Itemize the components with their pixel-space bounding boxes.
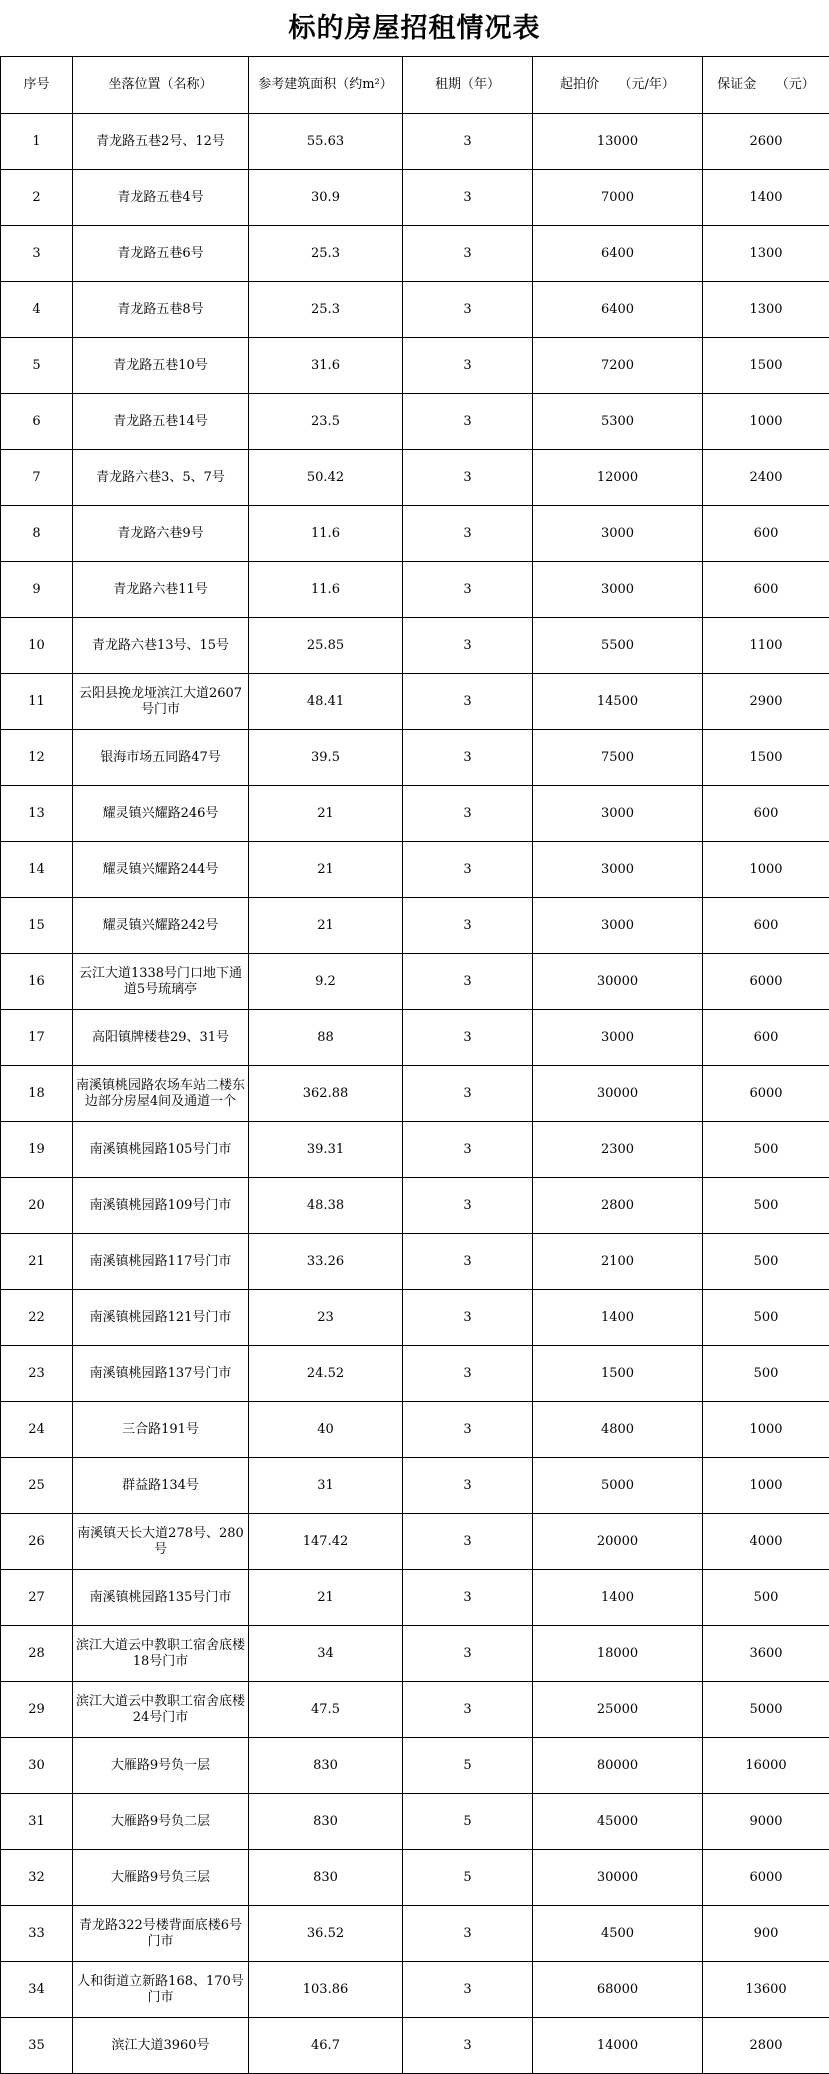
cell-deposit: 2400 — [703, 450, 829, 506]
cell-index: 11 — [1, 674, 73, 730]
cell-index: 28 — [1, 1626, 73, 1682]
cell-location: 云阳县挽龙垭滨江大道2607号门市 — [73, 674, 249, 730]
table-row — [1, 1794, 829, 1850]
cell-area: 40 — [249, 1402, 403, 1458]
cell-area: 21 — [249, 842, 403, 898]
table-row — [1, 1570, 829, 1626]
cell-location: 南溪镇天长大道278号、280号 — [73, 1514, 249, 1570]
table-row — [1, 1682, 829, 1738]
cell-area: 25.3 — [249, 282, 403, 338]
cell-term: 3 — [403, 1402, 533, 1458]
cell-deposit: 1500 — [703, 730, 829, 786]
rental-table — [0, 56, 829, 2074]
cell-area: 48.38 — [249, 1178, 403, 1234]
table-row — [1, 1402, 829, 1458]
cell-deposit: 16000 — [703, 1738, 829, 1794]
cell-index: 27 — [1, 1570, 73, 1626]
cell-starting-price: 30000 — [533, 1066, 703, 1122]
cell-area: 88 — [249, 1010, 403, 1066]
cell-area: 21 — [249, 1570, 403, 1626]
cell-starting-price: 20000 — [533, 1514, 703, 1570]
table-row — [1, 730, 829, 786]
cell-area: 830 — [249, 1794, 403, 1850]
cell-deposit: 600 — [703, 506, 829, 562]
table-header-row — [1, 57, 829, 114]
cell-location: 大雁路9号负二层 — [73, 1794, 249, 1850]
cell-location: 大雁路9号负三层 — [73, 1850, 249, 1906]
cell-index: 34 — [1, 1962, 73, 2018]
cell-index: 23 — [1, 1346, 73, 1402]
cell-term: 3 — [403, 394, 533, 450]
cell-deposit: 1100 — [703, 618, 829, 674]
table-row — [1, 394, 829, 450]
cell-area: 11.6 — [249, 562, 403, 618]
cell-deposit: 600 — [703, 1010, 829, 1066]
table-row — [1, 1346, 829, 1402]
header-area: 参考建筑面积（约m²） — [249, 57, 403, 114]
cell-term: 3 — [403, 1010, 533, 1066]
cell-area: 39.5 — [249, 730, 403, 786]
cell-starting-price: 3000 — [533, 1010, 703, 1066]
cell-area: 25.3 — [249, 226, 403, 282]
cell-deposit: 600 — [703, 786, 829, 842]
cell-area: 50.42 — [249, 450, 403, 506]
table-row — [1, 2018, 829, 2074]
cell-term: 3 — [403, 226, 533, 282]
table-row — [1, 674, 829, 730]
cell-area: 46.7 — [249, 2018, 403, 2074]
cell-location: 青龙路五巷14号 — [73, 394, 249, 450]
cell-location: 三合路191号 — [73, 1402, 249, 1458]
cell-starting-price: 3000 — [533, 562, 703, 618]
cell-term: 5 — [403, 1794, 533, 1850]
cell-starting-price: 5300 — [533, 394, 703, 450]
cell-term: 3 — [403, 954, 533, 1010]
cell-location: 南溪镇桃园路137号门市 — [73, 1346, 249, 1402]
cell-term: 3 — [403, 338, 533, 394]
cell-index: 8 — [1, 506, 73, 562]
cell-area: 55.63 — [249, 114, 403, 170]
cell-index: 29 — [1, 1682, 73, 1738]
table-body — [1, 114, 829, 2074]
header-term: 租期（年） — [403, 57, 533, 114]
cell-term: 3 — [403, 1346, 533, 1402]
cell-term: 3 — [403, 506, 533, 562]
cell-location: 南溪镇桃园路117号门市 — [73, 1234, 249, 1290]
header-starting-price: 起拍价 （元/年） — [533, 57, 703, 114]
cell-index: 16 — [1, 954, 73, 1010]
table-row — [1, 618, 829, 674]
cell-area: 25.85 — [249, 618, 403, 674]
cell-deposit: 500 — [703, 1178, 829, 1234]
table-row — [1, 786, 829, 842]
table-row — [1, 1010, 829, 1066]
table-row — [1, 1178, 829, 1234]
cell-area: 36.52 — [249, 1906, 403, 1962]
cell-location: 青龙路322号楼背面底楼6号门市 — [73, 1906, 249, 1962]
cell-term: 3 — [403, 2018, 533, 2074]
cell-area: 24.52 — [249, 1346, 403, 1402]
cell-location: 青龙路五巷6号 — [73, 226, 249, 282]
cell-location: 耀灵镇兴耀路246号 — [73, 786, 249, 842]
cell-index: 6 — [1, 394, 73, 450]
cell-index: 15 — [1, 898, 73, 954]
cell-index: 2 — [1, 170, 73, 226]
cell-starting-price: 1500 — [533, 1346, 703, 1402]
cell-index: 4 — [1, 282, 73, 338]
cell-starting-price: 4800 — [533, 1402, 703, 1458]
cell-starting-price: 45000 — [533, 1794, 703, 1850]
page-title: 标的房屋招租情况表 — [0, 0, 829, 56]
cell-index: 7 — [1, 450, 73, 506]
cell-location: 耀灵镇兴耀路242号 — [73, 898, 249, 954]
cell-index: 19 — [1, 1122, 73, 1178]
cell-starting-price: 7500 — [533, 730, 703, 786]
cell-term: 3 — [403, 450, 533, 506]
cell-term: 3 — [403, 114, 533, 170]
cell-area: 33.26 — [249, 1234, 403, 1290]
table-row — [1, 1906, 829, 1962]
cell-term: 3 — [403, 674, 533, 730]
cell-starting-price: 80000 — [533, 1738, 703, 1794]
cell-index: 25 — [1, 1458, 73, 1514]
cell-starting-price: 4500 — [533, 1906, 703, 1962]
table-row — [1, 1066, 829, 1122]
cell-deposit: 600 — [703, 898, 829, 954]
cell-location: 滨江大道3960号 — [73, 2018, 249, 2074]
cell-index: 26 — [1, 1514, 73, 1570]
cell-area: 21 — [249, 786, 403, 842]
cell-deposit: 6000 — [703, 954, 829, 1010]
cell-starting-price: 2100 — [533, 1234, 703, 1290]
cell-area: 11.6 — [249, 506, 403, 562]
cell-area: 30.9 — [249, 170, 403, 226]
cell-starting-price: 12000 — [533, 450, 703, 506]
cell-term: 3 — [403, 1962, 533, 2018]
table-row — [1, 506, 829, 562]
table-row — [1, 1962, 829, 2018]
cell-term: 3 — [403, 786, 533, 842]
cell-deposit: 2900 — [703, 674, 829, 730]
cell-starting-price: 2800 — [533, 1178, 703, 1234]
cell-location: 南溪镇桃园路105号门市 — [73, 1122, 249, 1178]
cell-starting-price: 2300 — [533, 1122, 703, 1178]
table-row — [1, 1234, 829, 1290]
cell-starting-price: 18000 — [533, 1626, 703, 1682]
cell-deposit: 500 — [703, 1122, 829, 1178]
cell-deposit: 2800 — [703, 2018, 829, 2074]
cell-index: 31 — [1, 1794, 73, 1850]
cell-area: 34 — [249, 1626, 403, 1682]
cell-index: 18 — [1, 1066, 73, 1122]
table-row — [1, 842, 829, 898]
cell-area: 9.2 — [249, 954, 403, 1010]
cell-location: 南溪镇桃园路109号门市 — [73, 1178, 249, 1234]
cell-deposit: 900 — [703, 1906, 829, 1962]
table-row — [1, 226, 829, 282]
cell-deposit: 9000 — [703, 1794, 829, 1850]
cell-deposit: 6000 — [703, 1066, 829, 1122]
cell-index: 5 — [1, 338, 73, 394]
cell-location: 南溪镇桃园路135号门市 — [73, 1570, 249, 1626]
cell-index: 24 — [1, 1402, 73, 1458]
cell-area: 103.86 — [249, 1962, 403, 2018]
cell-deposit: 3600 — [703, 1626, 829, 1682]
cell-term: 3 — [403, 730, 533, 786]
cell-term: 5 — [403, 1850, 533, 1906]
cell-area: 23.5 — [249, 394, 403, 450]
cell-location: 青龙路六巷13号、15号 — [73, 618, 249, 674]
cell-location: 高阳镇牌楼巷29、31号 — [73, 1010, 249, 1066]
cell-index: 35 — [1, 2018, 73, 2074]
cell-term: 3 — [403, 1626, 533, 1682]
cell-location: 青龙路六巷11号 — [73, 562, 249, 618]
cell-deposit: 600 — [703, 562, 829, 618]
cell-starting-price: 3000 — [533, 898, 703, 954]
cell-index: 32 — [1, 1850, 73, 1906]
cell-area: 147.42 — [249, 1514, 403, 1570]
cell-deposit: 1000 — [703, 842, 829, 898]
table-row — [1, 282, 829, 338]
cell-deposit: 500 — [703, 1290, 829, 1346]
cell-term: 3 — [403, 1234, 533, 1290]
cell-area: 23 — [249, 1290, 403, 1346]
cell-starting-price: 5000 — [533, 1458, 703, 1514]
cell-starting-price: 68000 — [533, 1962, 703, 2018]
table-row — [1, 114, 829, 170]
table-row — [1, 1122, 829, 1178]
table-row — [1, 1738, 829, 1794]
cell-location: 银海市场五同路47号 — [73, 730, 249, 786]
cell-deposit: 1300 — [703, 282, 829, 338]
cell-term: 3 — [403, 1290, 533, 1346]
cell-index: 10 — [1, 618, 73, 674]
cell-starting-price: 14500 — [533, 674, 703, 730]
cell-location: 青龙路六巷3、5、7号 — [73, 450, 249, 506]
cell-deposit: 1500 — [703, 338, 829, 394]
cell-location: 滨江大道云中教职工宿舍底楼24号门市 — [73, 1682, 249, 1738]
cell-deposit: 500 — [703, 1234, 829, 1290]
cell-term: 3 — [403, 1122, 533, 1178]
cell-starting-price: 30000 — [533, 1850, 703, 1906]
cell-deposit: 13600 — [703, 1962, 829, 2018]
cell-location: 青龙路五巷8号 — [73, 282, 249, 338]
cell-index: 3 — [1, 226, 73, 282]
cell-location: 青龙路五巷4号 — [73, 170, 249, 226]
cell-starting-price: 7200 — [533, 338, 703, 394]
cell-area: 47.5 — [249, 1682, 403, 1738]
cell-location: 青龙路五巷10号 — [73, 338, 249, 394]
cell-deposit: 1000 — [703, 394, 829, 450]
cell-term: 3 — [403, 282, 533, 338]
cell-starting-price: 3000 — [533, 506, 703, 562]
cell-term: 3 — [403, 1682, 533, 1738]
cell-location: 大雁路9号负一层 — [73, 1738, 249, 1794]
cell-location: 滨江大道云中教职工宿舍底楼18号门市 — [73, 1626, 249, 1682]
cell-term: 3 — [403, 1178, 533, 1234]
cell-index: 9 — [1, 562, 73, 618]
cell-index: 22 — [1, 1290, 73, 1346]
cell-starting-price: 1400 — [533, 1290, 703, 1346]
cell-index: 20 — [1, 1178, 73, 1234]
cell-starting-price: 3000 — [533, 842, 703, 898]
cell-deposit: 1300 — [703, 226, 829, 282]
table-row — [1, 1290, 829, 1346]
cell-deposit: 500 — [703, 1570, 829, 1626]
table-row — [1, 898, 829, 954]
cell-starting-price: 1400 — [533, 1570, 703, 1626]
cell-area: 31.6 — [249, 338, 403, 394]
cell-area: 39.31 — [249, 1122, 403, 1178]
header-index: 序号 — [1, 57, 73, 114]
cell-location: 云江大道1338号门口地下通道5号琉璃亭 — [73, 954, 249, 1010]
cell-term: 5 — [403, 1738, 533, 1794]
table-row — [1, 338, 829, 394]
cell-area: 362.88 — [249, 1066, 403, 1122]
cell-term: 3 — [403, 898, 533, 954]
table-row — [1, 450, 829, 506]
cell-index: 12 — [1, 730, 73, 786]
table-row — [1, 1514, 829, 1570]
cell-area: 48.41 — [249, 674, 403, 730]
cell-starting-price: 30000 — [533, 954, 703, 1010]
header-deposit: 保证金 （元） — [703, 57, 829, 114]
cell-deposit: 6000 — [703, 1850, 829, 1906]
cell-location: 青龙路五巷2号、12号 — [73, 114, 249, 170]
table-row — [1, 562, 829, 618]
cell-index: 14 — [1, 842, 73, 898]
cell-area: 830 — [249, 1738, 403, 1794]
cell-area: 21 — [249, 898, 403, 954]
table-row — [1, 954, 829, 1010]
cell-starting-price: 25000 — [533, 1682, 703, 1738]
cell-deposit: 1400 — [703, 170, 829, 226]
cell-starting-price: 14000 — [533, 2018, 703, 2074]
cell-starting-price: 6400 — [533, 226, 703, 282]
cell-location: 南溪镇桃园路121号门市 — [73, 1290, 249, 1346]
cell-deposit: 500 — [703, 1346, 829, 1402]
cell-starting-price: 13000 — [533, 114, 703, 170]
cell-location: 南溪镇桃园路农场车站二楼东边部分房屋4间及通道一个 — [73, 1066, 249, 1122]
cell-area: 31 — [249, 1458, 403, 1514]
cell-deposit: 1000 — [703, 1402, 829, 1458]
cell-term: 3 — [403, 842, 533, 898]
table-row — [1, 170, 829, 226]
cell-index: 30 — [1, 1738, 73, 1794]
table-row — [1, 1850, 829, 1906]
cell-deposit: 2600 — [703, 114, 829, 170]
cell-term: 3 — [403, 1570, 533, 1626]
cell-term: 3 — [403, 1514, 533, 1570]
cell-starting-price: 5500 — [533, 618, 703, 674]
cell-starting-price: 3000 — [533, 786, 703, 842]
cell-term: 3 — [403, 170, 533, 226]
cell-location: 青龙路六巷9号 — [73, 506, 249, 562]
cell-location: 人和街道立新路168、170号门市 — [73, 1962, 249, 2018]
header-location: 坐落位置（名称） — [73, 57, 249, 114]
cell-deposit: 1000 — [703, 1458, 829, 1514]
cell-starting-price: 7000 — [533, 170, 703, 226]
cell-deposit: 4000 — [703, 1514, 829, 1570]
cell-index: 13 — [1, 786, 73, 842]
cell-term: 3 — [403, 618, 533, 674]
cell-term: 3 — [403, 562, 533, 618]
cell-deposit: 5000 — [703, 1682, 829, 1738]
cell-term: 3 — [403, 1458, 533, 1514]
cell-index: 33 — [1, 1906, 73, 1962]
table-row — [1, 1458, 829, 1514]
cell-location: 耀灵镇兴耀路244号 — [73, 842, 249, 898]
cell-area: 830 — [249, 1850, 403, 1906]
cell-index: 17 — [1, 1010, 73, 1066]
cell-term: 3 — [403, 1906, 533, 1962]
cell-starting-price: 6400 — [533, 282, 703, 338]
cell-index: 1 — [1, 114, 73, 170]
cell-index: 21 — [1, 1234, 73, 1290]
cell-term: 3 — [403, 1066, 533, 1122]
table-row — [1, 1626, 829, 1682]
cell-location: 群益路134号 — [73, 1458, 249, 1514]
